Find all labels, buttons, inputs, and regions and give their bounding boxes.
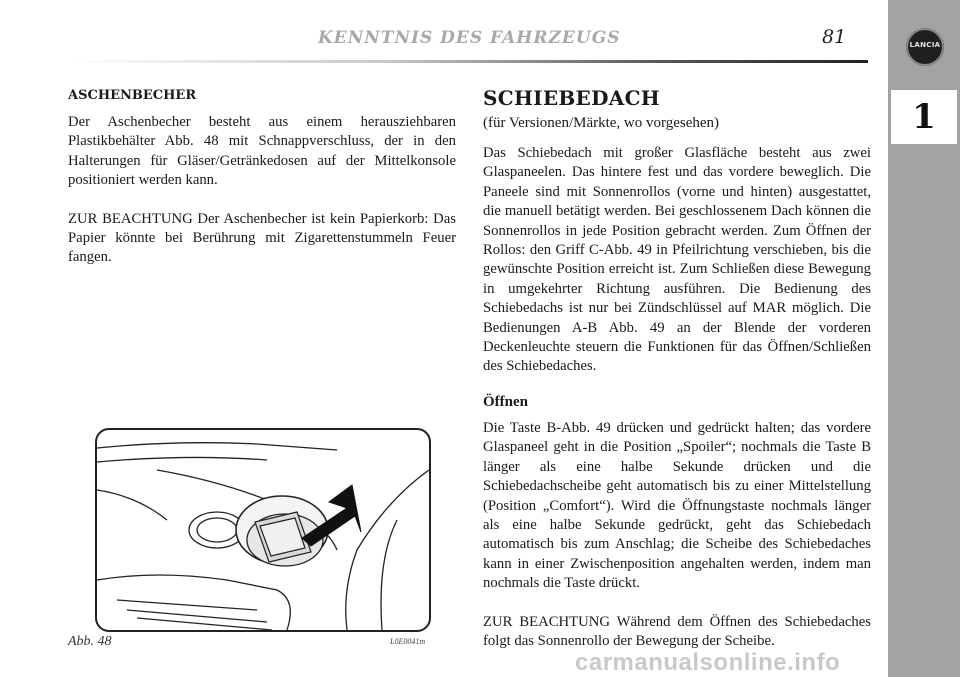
sunroof-note: ZUR BEACHTUNG Während dem Öffnen des Schiebedaches folgt das Sonnenrollo der Bewegung der Scheibe. <box>483 613 871 649</box>
logo-text: LANCIA <box>909 41 941 49</box>
sunroof-title: SCHIEBEDACH <box>483 86 660 110</box>
figure-caption: Abb. 48 <box>68 634 112 649</box>
header-rule <box>66 60 868 63</box>
sunroof-intro: Das Schiebedach mit großer Glasfläche besteht aus zwei Glaspaneelen. Das hintere fest und das vordere beweglich. Die Paneele sind mit Sonnenrollos (vorne und hinten) ausgestattet, die manuell betätigt werden. Bei geschlossenem Dach können die Sonnenrollos in jede Position gebracht werden. Zum Öffnen der Rollos: den Griff C-Abb. 49 in Pfeilrichtung verschieben, bis die gewünschte Position erreicht ist. Zum Schließen diese Bewegung in umgekehrter Richtung ausführen. Die Bedienung des Schiebedachs ist nur bei Zündschlüssel auf MAR möglich. Die Bedienungen A-B Abb. 49 an der Blende der vorderen Deckenleuchte steuern die Funktionen für das Öffnen/Schließen des Schiebedaches. <box>483 145 871 375</box>
figure-code: L0E0041m <box>390 637 426 646</box>
ashtray-heading: ASCHENBECHER <box>68 88 197 103</box>
watermark: carmanualsonline.info <box>575 649 841 676</box>
header-title: KENNTNIS DES FAHRZEUGS <box>318 28 621 48</box>
chapter-box <box>891 90 957 144</box>
chapter-number: 1 <box>912 97 936 137</box>
open-text: Die Taste B-Abb. 49 drücken und gedrückt halten; das vordere Glaspaneel geht in die Position „Spoiler“; nochmals die Taste B länger als eine halbe Sekunde drücken und die Schiebedachscheibe geht automatisch bis zu einer Mittelstellung (Position „Comfort“). Wird die Öffnungstaste nochmals länger als eine halbe Sekunde gedrückt, geht das Schiebedach automatisch bis zum Anschlag; die Scheibe des Schiebedaches kann in einer Zwischenposition angehalten werden, indem man nochmals die Taste drückt. <box>483 419 871 592</box>
ashtray-illustration <box>97 430 429 630</box>
open-heading: Öffnen <box>483 393 528 410</box>
ashtray-figure <box>95 428 431 632</box>
page-number: 81 <box>822 26 847 48</box>
left-column <box>68 88 456 268</box>
lancia-logo-icon <box>906 28 944 66</box>
ashtray-paragraph: Der Aschenbecher besteht aus einem herausziehbaren Plastikbehälter Abb. 48 mit Schnappverschluss, der in den Halterungen für Gläser/Getränkedosen auf der Mittelkonsole positioniert werden kann. <box>68 114 456 189</box>
sunroof-subtitle: (für Versionen/Märkte, wo vorgesehen) <box>483 115 720 131</box>
ashtray-note: ZUR BEACHTUNG Der Aschenbecher ist kein Papierkorb: Das Papier könnte bei Berührung mit Zigarettenstummeln Feuer fangen. <box>68 210 456 266</box>
right-column <box>483 86 871 651</box>
